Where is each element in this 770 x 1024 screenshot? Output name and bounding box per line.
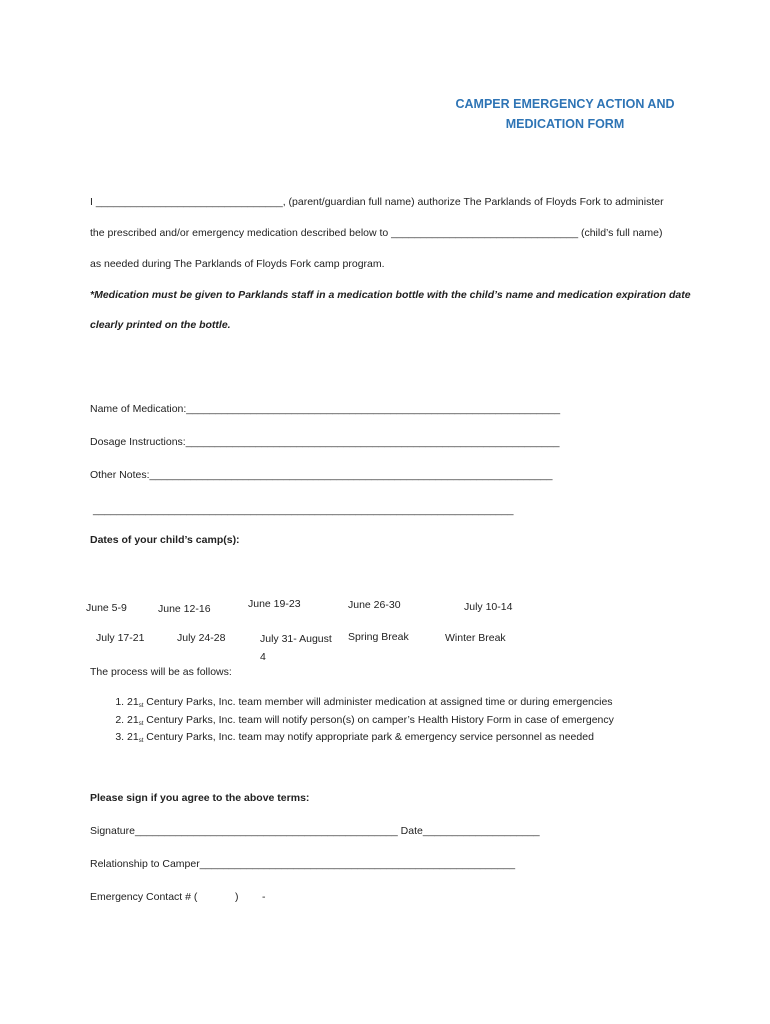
- step-text: Century Parks, Inc. team will notify person(s) on camper’s Health History Form in case of emergency: [143, 713, 614, 726]
- process-step: [127, 695, 614, 713]
- camp-dates-heading: Dates of your child’s camp(s):: [90, 534, 240, 546]
- camp-option-july-17-21[interactable]: July 17-21: [96, 632, 145, 644]
- process-step: [127, 713, 614, 731]
- dosage-instructions-field[interactable]: [90, 435, 559, 449]
- emergency-contact-close-paren: ): [235, 891, 239, 903]
- authorization-line-3: as needed during The Parklands of Floyds Fork camp program.: [90, 258, 385, 270]
- camp-option-july-31-line-1: July 31- August: [260, 633, 332, 645]
- step-text: Century Parks, Inc. team member will administer medication at assigned time or during emergencies: [143, 696, 613, 708]
- medication-name-label: Name of Medication:: [90, 403, 187, 415]
- step-century-sup: st: [138, 720, 144, 727]
- other-notes-field[interactable]: [90, 468, 552, 482]
- process-steps-list: [113, 695, 614, 748]
- process-step: [127, 730, 614, 748]
- camp-option-june-26-30[interactable]: June 26-30: [348, 599, 401, 611]
- other-notes-label: Other Notes:: [90, 469, 150, 481]
- medication-name-field[interactable]: [90, 402, 560, 416]
- other-notes-extra-blank[interactable]: ________________________________________________________________________: [93, 504, 514, 516]
- relationship-blank[interactable]: ______________________________________________________: [199, 858, 516, 870]
- title-line-1: CAMPER EMERGENCY ACTION AND: [455, 97, 675, 111]
- authorization-line-2: the prescribed and/or emergency medication described below to ________________________________ (child’s full name): [90, 227, 663, 239]
- camp-option-spring-break[interactable]: Spring Break: [348, 631, 409, 643]
- emergency-contact-dash: -: [262, 891, 266, 903]
- step-text: Century Parks, Inc. team may notify appropriate park & emergency service personnel as needed: [143, 731, 594, 743]
- camp-option-july-24-28[interactable]: July 24-28: [177, 632, 226, 644]
- camp-option-winter-break[interactable]: Winter Break: [445, 632, 506, 644]
- dosage-instructions-label: Dosage Instructions:: [90, 436, 186, 448]
- medication-note-line-2: clearly printed on the bottle.: [90, 319, 231, 331]
- sign-heading: Please sign if you agree to the above terms:: [90, 792, 310, 804]
- signature-row: [90, 824, 540, 838]
- relationship-row: [90, 857, 515, 871]
- step-century-num: 21: [127, 696, 139, 708]
- date-label: Date: [397, 825, 423, 837]
- other-notes-blank[interactable]: _____________________________________________________________________: [149, 469, 553, 481]
- step-century-sup: st: [138, 738, 144, 744]
- date-blank[interactable]: ____________________: [422, 825, 540, 837]
- relationship-label: Relationship to Camper: [90, 858, 200, 870]
- camp-option-june-19-23[interactable]: June 19-23: [248, 598, 301, 610]
- signature-label: Signature: [90, 825, 135, 837]
- form-title: [430, 94, 700, 134]
- step-century-num: 21: [127, 731, 139, 743]
- medication-name-blank[interactable]: ________________________________________________________________: [186, 403, 561, 415]
- process-intro: The process will be as follows:: [90, 666, 232, 678]
- signature-blank[interactable]: _____________________________________________: [134, 825, 398, 837]
- camp-option-july-31-august-4[interactable]: [260, 632, 332, 664]
- authorization-line-1: I ________________________________, (parent/guardian full name) authorize The Parklands of Floyds Fork to administer: [90, 196, 664, 208]
- step-century-num: 21: [127, 713, 139, 726]
- medication-note-line-1: *Medication must be given to Parklands staff in a medication bottle with the child’s name and medication expiration date: [90, 289, 691, 301]
- camp-option-july-10-14[interactable]: July 10-14: [464, 601, 513, 613]
- dosage-instructions-blank[interactable]: ________________________________________________________________: [185, 436, 560, 448]
- emergency-contact-row[interactable]: [90, 890, 266, 904]
- step-century-sup: st: [138, 703, 144, 709]
- camp-option-july-31-line-2: 4: [260, 651, 266, 663]
- camp-option-june-12-16[interactable]: June 12-16: [158, 603, 211, 615]
- camp-option-june-5-9[interactable]: June 5-9: [86, 602, 127, 614]
- title-line-2: MEDICATION FORM: [505, 117, 625, 131]
- emergency-contact-label: Emergency Contact # (: [90, 891, 198, 903]
